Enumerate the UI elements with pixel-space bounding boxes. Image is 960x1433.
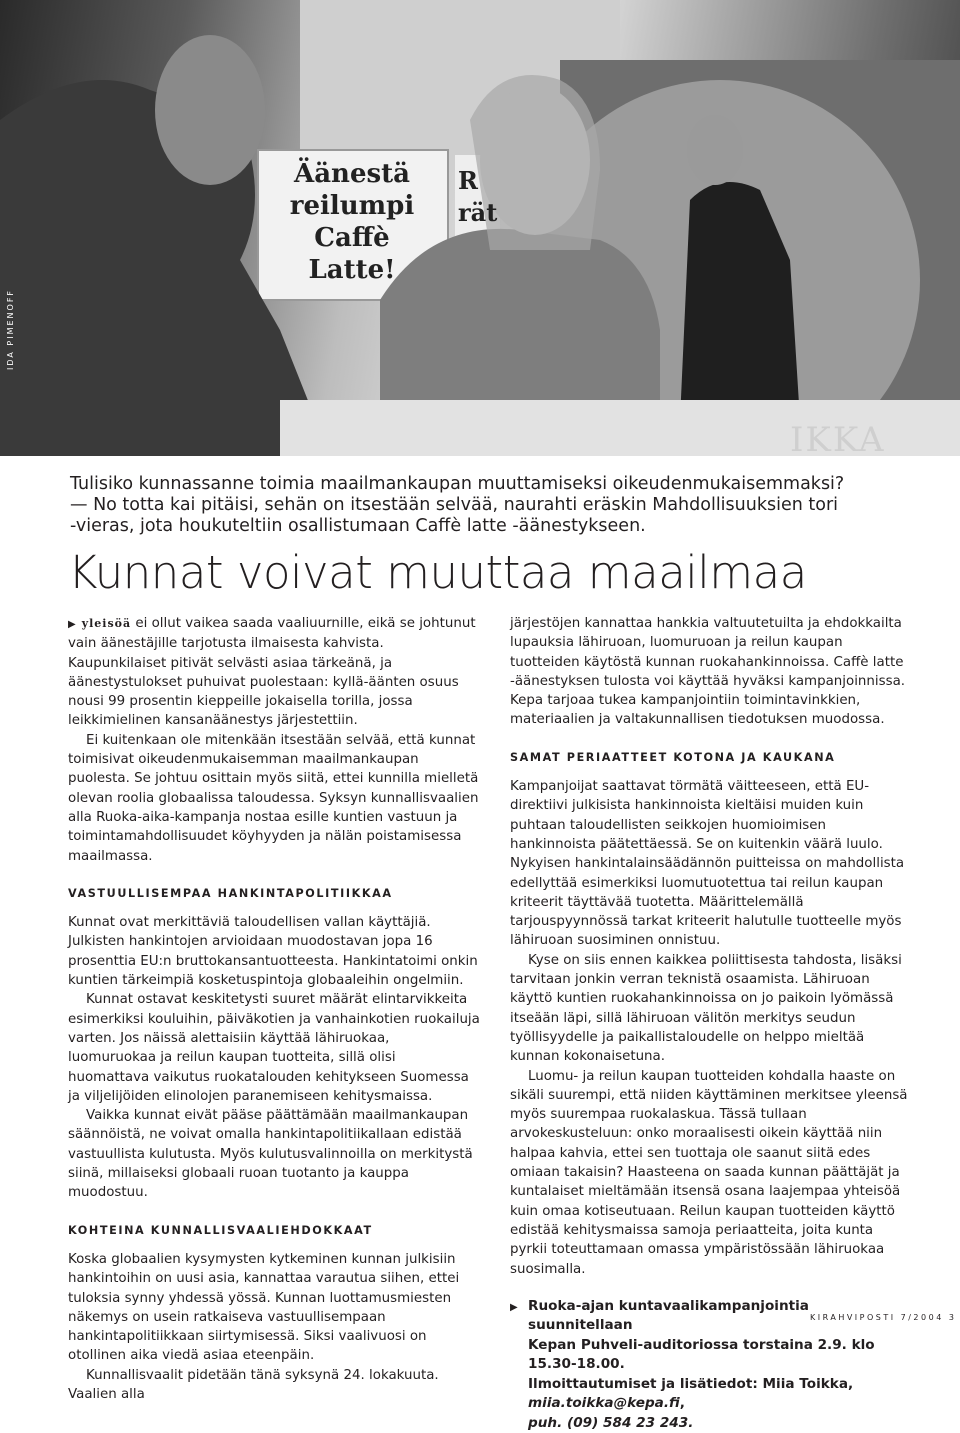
subheading: SAMAT PERIAATTEET KOTONA JA KAUKANA xyxy=(510,750,836,764)
email-link[interactable]: miia.toikka@kepa.fi xyxy=(528,1395,680,1412)
paragraph: Vaikka kunnat eivät pääse päättämään maailmankaupan säännöistä, ne voivat omalla hankintapolitiikallaan edistää vastuullista kulutusta. Myös kulutusvalinnoilla on merkitystä siinä, millaiseksi globaali ruoan tuotanto ja kauppa muodostuu. xyxy=(68,1108,473,1201)
info-contact: Ilmoittautumiset ja lisätiedot: Miia Toikka, xyxy=(528,1375,854,1392)
hero-photo xyxy=(0,0,960,456)
info-comma: , xyxy=(679,1395,685,1412)
intro xyxy=(70,474,850,537)
paragraph: Koska globaalien kysymysten kytkeminen kunnan julkisiin hankintoihin on uusi asia, kannattaa varautua siihen, ettei tuloksia synny yhdessä yössä. Kunnan luottamusmiesten näkemys on usein ratkaiseva vastuullisempaan hankintapolitiikkaan siirtymisessä. Siksi vaalivuosi on otollinen aika viedä asiaa eteenpäin. xyxy=(68,1251,460,1364)
paragraph: Kunnat ostavat keskitetysti suuret määrät elintarvikkeita esimerkiksi kouluihin, päiväkotien ja vanhainkotien ruokailuja varten. Jos näissä alettaisiin käyttää lähiruokaa, luomuruokaa ja reilun kaupan tuotteita, sillä olisi huomattava vaikutus ruokatalouden kehitykseen Suomessa ja viljelijöiden elinolojen paranemiseen kehitysmaissa. xyxy=(68,992,480,1104)
intro-line: -vieras, jota houkuteltiin osallistumaan Caffè latte -äänestykseen. xyxy=(70,516,646,536)
sign2-line: rät xyxy=(458,198,498,227)
info-line xyxy=(528,1375,912,1414)
lead-word: yleisöä xyxy=(81,617,132,630)
paragraph: Ei kuitenkaan ole mitenkään itsestään selvää, että kunnat toimisivat oikeudenmukaisemman maailmankaupan puolesta. Se johtuu osittain myös siitä, ettei kunnilla mielletä olevan roolia globaalissa taloudessa. Syksyn kunnallisvaalien alla Ruoka-aika-kampanja nostaa esille kuntien vastuun ja toimintamahdollisuudet köyhyyden ja nälän poistamisessa maailmassa. xyxy=(68,732,479,864)
paragraph: Kunnat ovat merkittäviä taloudellisen vallan käyttäjiä. Julkisten hankintojen arvioidaan muodostavan jopa 16 prosenttia EU:n bruttokansantuotteesta. Hankintatoimi onkin kuntien tärkeimpiä kosketuspintoja globaaleihin ongelmiin. xyxy=(68,915,478,989)
paragraph: Kampanjoijat saattavat törmätä väitteeseen, että EU-direktiivi julkisista hankinnoista kieltäisi muiden kuin puhtaan taloudellisten seikkojen huomioimisen hankinnoista päätettäessä. Se on kuitenkin väärä luulo. Nykyisen hankintalainsäädännön puitteissa on mahdollista edellyttää esimerkiksi luomutuotettua tai reilun kaupan kriteerit täyttävää tuotetta. Määrittelemällä tarjouspyynnössä tarkat kriteerit halutulle tuotteelle myös lähiruoan suosiminen onnistuu. xyxy=(510,779,905,949)
lead-text: ei ollut vaikea saada vaaliuurnille, eikä se johtunut vain äänestäjille tarjotusta ilmaisesta kahvista. Kaupunkilaiset pitivät selvästi asiaa tärkeänä, ja äänestystulokset puhuivat puolestaan: kyllä-äänten osuus nousi 99 prosentin kieppeille jokaisella torilla, jossa leikkimielinen kansanäänestys järjestettiin. xyxy=(68,616,476,729)
sign-line: Latte! xyxy=(308,255,396,285)
column-left xyxy=(68,614,480,1404)
info-line: Ruoka-ajan kuntavaalikampanjointia suunnitellaan xyxy=(528,1297,809,1334)
arrow-icon: ▶ xyxy=(510,1301,518,1313)
info-phone: puh. (09) 584 23 243. xyxy=(528,1414,694,1431)
paragraph: Luomu- ja reilun kaupan tuotteiden kohdalla haaste on sikäli suurempi, että niiden käyttäminen merkitsee yleensä myös suurempaa ruokalaskua. Tässä tullaan arvokeskusteluun: onko moraalisesti oikein käyttää niin halpaa kahvia, ettei sen tuottaja ole saanut siitä edes omiaan takaisin? Haasteena on saada kunnan päättäjät ja kuntalaiset mieltämään itsensä osana laajempaa yhteisöä kuin omaa kotiseutuaan. Reilun kaupan tuotteiden käyttö edistää kehitysmaissa samoja periaatteita, joita kunta pyrkii toteuttamaan omassa ympäristössään lähiruokaa suosimalla. xyxy=(510,1068,908,1277)
headline: Kunnat voivat muuttaa maailmaa xyxy=(68,546,807,599)
sign-line: reilumpi xyxy=(289,191,415,221)
paragraph: Kunnallisvaalit pidetään tänä syksynä 24. lokakuuta. Vaalien alla xyxy=(68,1367,439,1402)
paragraph: Kyse on siis ennen kaikkea poliittisesta tahdosta, lisäksi tarvitaan jonkin verran teknistä osaamista. Lähiruoan käyttö kuntien ruokahankinnoissa on jo paikoin lyömässä itseään läpi, sillä lähiruoan välitön merkitys seudun työllisyydelle ja paikallistaloudelle on helppo mieltää kunnan kokonaisetuna. xyxy=(510,952,902,1065)
info-line: Kepan Puhveli-auditoriossa torstaina 2.9. klo 15.30-18.00. xyxy=(528,1336,875,1373)
photo-sign-2 xyxy=(458,165,503,229)
sign2-line: R xyxy=(458,166,478,195)
banner-text: IKKA xyxy=(790,420,886,456)
photo-credit: IDA PIMENOFF xyxy=(6,288,15,370)
column-right xyxy=(510,614,912,1433)
lead-paragraph xyxy=(68,614,480,731)
intro-line: — No totta kai pitäisi, sehän on itsestään selvää, naurahti eräskin Mahdollisuuksien tori xyxy=(70,495,839,515)
subheading: VASTUULLISEMPAA HANKINTAPOLITIIKKAA xyxy=(68,886,393,900)
sign-line: Äänestä xyxy=(294,159,410,189)
sign-line: Caffè xyxy=(314,223,390,253)
page-footer: KIRAHVIPOSTI 7/2004 3 xyxy=(810,1313,957,1322)
arrow-icon: ▶ xyxy=(68,619,76,630)
paragraph: järjestöjen kannattaa hankkia valtuutetuilta ja ehdokkailta lupauksia lähiruoan, luomuruoan ja reilun kaupan tuotteiden käytöstä kunnan ruokahankinnoissa. Caffè latte -äänestyksen tulosta voi käyttää hyväksi kampanjoinnissa. Kepa tarjoaa tukea kampanjointiin toimintavinkkien, materiaalien ja valtakunnallisen tiedotuksen muodossa. xyxy=(510,616,906,728)
intro-line: Tulisiko kunnassanne toimia maailmankaupan muuttamiseksi oikeudenmukaisemmaksi? xyxy=(70,474,845,494)
subheading: KOHTEINA KUNNALLISVAALIEHDOKKAAT xyxy=(68,1223,373,1237)
photo-sign xyxy=(262,158,442,286)
